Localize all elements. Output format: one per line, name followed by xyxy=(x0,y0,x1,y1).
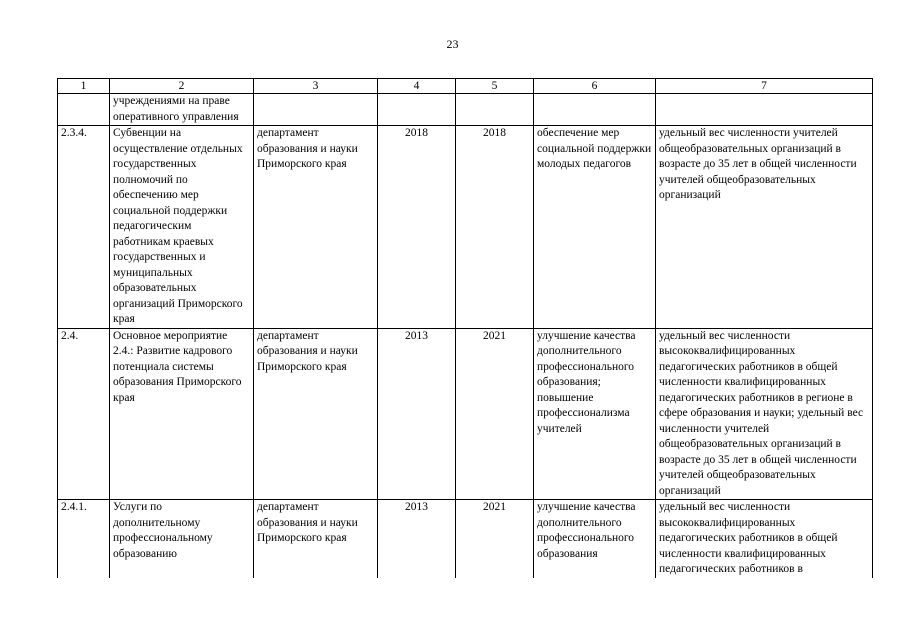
expected-result: улучшение качества дополнительного профессионального образования xyxy=(534,500,656,578)
header-col-4: 4 xyxy=(378,79,456,94)
row-number: 2.4. xyxy=(58,328,110,500)
table-row xyxy=(58,328,873,500)
header-col-3: 3 xyxy=(254,79,378,94)
indicator: удельный вес численности учителей общеобразовательных организаций в возрасте до 35 лет в общей численности учителей общеобразовательных организаций xyxy=(656,126,873,329)
start-year: 2013 xyxy=(378,500,456,578)
indicator: удельный вес численности высококвалифицированных педагогических работников в общей численности квалифицированных педагогических работников в xyxy=(656,500,873,578)
page-number: 23 xyxy=(446,37,459,51)
row-number: 2.4.1. xyxy=(58,500,110,578)
indicator: удельный вес численности высококвалифицированных педагогических работников в общей численности квалифицированных педагогических работников в регионе в сфере образования и науки; удельный вес численности учителей общеобразовательных организаций в возрасте до 35 лет в общей численности учителей общеобразовательных организаций xyxy=(656,328,873,500)
header-col-2: 2 xyxy=(110,79,254,94)
activity-name: учреждениями на праве оперативного управления xyxy=(110,94,254,126)
row-number: 2.3.4. xyxy=(58,126,110,329)
start-year: 2013 xyxy=(378,328,456,500)
start-year: 2018 xyxy=(378,126,456,329)
row-number xyxy=(58,94,110,126)
responsible-department xyxy=(254,94,378,126)
expected-result: улучшение качества дополнительного профессионального образования; повышение профессионализма учителей xyxy=(534,328,656,500)
table-row xyxy=(58,94,873,126)
end-year: 2021 xyxy=(456,500,534,578)
header-col-5: 5 xyxy=(456,79,534,94)
activity-name: Субвенции на осуществление отдельных государственных полномочий по обеспечению мер социальной поддержки педагогическим работникам краевых государственных и муниципальных образовательных организаций Приморского края xyxy=(110,126,254,329)
header-row xyxy=(58,79,873,94)
indicator xyxy=(656,94,873,126)
program-table xyxy=(57,78,873,578)
responsible-department: департамент образования и науки Приморского края xyxy=(254,500,378,578)
header-col-6: 6 xyxy=(534,79,656,94)
activity-name: Услуги по дополнительному профессиональному образованию xyxy=(110,500,254,578)
header-col-1: 1 xyxy=(58,79,110,94)
end-year: 2018 xyxy=(456,126,534,329)
end-year: 2021 xyxy=(456,328,534,500)
end-year xyxy=(456,94,534,126)
table-row xyxy=(58,500,873,578)
expected-result xyxy=(534,94,656,126)
table-row xyxy=(58,126,873,329)
responsible-department: департамент образования и науки Приморского края xyxy=(254,328,378,500)
header-col-7: 7 xyxy=(656,79,873,94)
activity-name: Основное мероприятие 2.4.: Развитие кадрового потенциала системы образования Приморского края xyxy=(110,328,254,500)
expected-result: обеспечение мер социальной поддержки молодых педагогов xyxy=(534,126,656,329)
start-year xyxy=(378,94,456,126)
responsible-department: департамент образования и науки Приморского края xyxy=(254,126,378,329)
